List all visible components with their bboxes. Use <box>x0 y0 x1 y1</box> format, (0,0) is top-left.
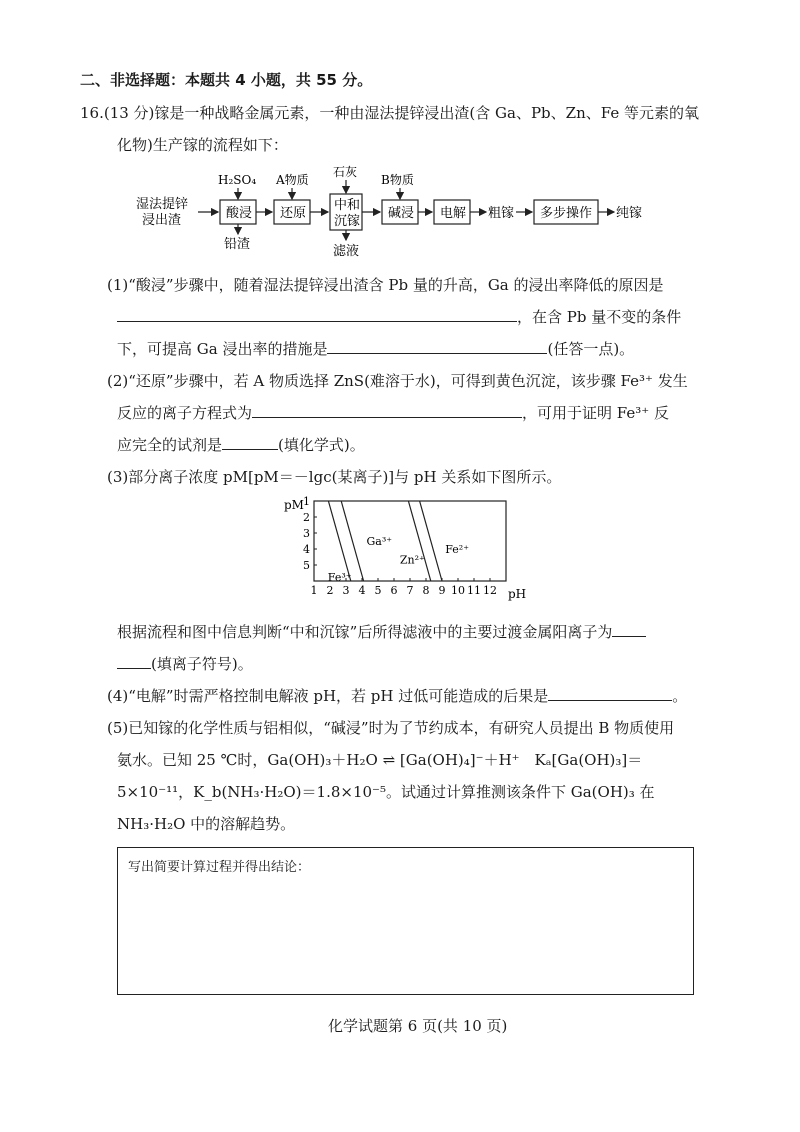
flow-acid-leach: 酸浸 <box>226 206 253 221</box>
q16-p1-line3: 下，可提高 Ga 浸出率的措施是 (任答一点)。 <box>117 340 635 358</box>
flow-a-substance: A物质 <box>276 173 309 187</box>
q16-p2-line2: 反应的离子方程式为 ，可用于证明 Fe³⁺ 反 <box>117 404 669 422</box>
flow-b-substance: B物质 <box>381 173 414 187</box>
y-tick-label: 2 <box>303 511 310 524</box>
q16-p4-line: (4)“电解”时需严格控制电解液 pH，若 pH 过低可能造成的后果是 。 <box>107 687 688 705</box>
flow-source-line1: 湿法提锌 <box>136 197 189 212</box>
q16-p2-line3: 应完全的试剂是 (填化学式)。 <box>117 436 365 454</box>
q16-p2-line1: (2)“还原”步骤中，若 A 物质选择 ZnS(难溶于水)，可得到黄色沉淀，该步骤 Fe³⁺ 发生 <box>107 372 688 390</box>
x-tick-label: 11 <box>467 584 481 597</box>
x-tick-label: 7 <box>406 584 414 597</box>
process-flow-diagram <box>130 160 690 260</box>
answer-blank-1b[interactable] <box>327 339 547 354</box>
x-tick-label: 2 <box>326 584 334 597</box>
flow-multi-step: 多步操作 <box>540 206 593 221</box>
pm-ph-chart <box>280 495 540 610</box>
q16-p5-line3: 5×10⁻¹¹，K_b(NH₃·H₂O)＝1.8×10⁻⁵。试通过计算推测该条件下 Ga(OH)₃ 在 <box>117 783 655 801</box>
series-label: Fe³⁺ <box>327 571 352 584</box>
x-tick-label: 1 <box>310 584 318 597</box>
answer-blank-2a[interactable] <box>252 403 522 418</box>
x-tick-label: 5 <box>374 584 382 597</box>
flow-pure-ga: 纯镓 <box>616 206 643 221</box>
x-tick-label: 10 <box>451 584 465 597</box>
series-label: Zn²⁺ <box>399 553 425 567</box>
answer-box-prompt: 写出简要计算过程并得出结论： <box>128 860 311 875</box>
answer-blank-4[interactable] <box>548 686 672 701</box>
flow-neutral-line2: 沉镓 <box>334 214 361 229</box>
q16-p5-line1: (5)已知镓的化学性质与铝相似，“碱浸”时为了节约成本，有研究人员提出 B 物质使用 <box>107 719 675 737</box>
answer-box[interactable] <box>117 847 694 995</box>
q16-intro-line1: 16.(13 分)镓是一种战略金属元素，一种由湿法提锌浸出渣(含 Ga、Pb、Zn、Fe 等元素的氧 <box>80 104 699 122</box>
flow-crude-ga: 粗镓 <box>488 206 515 221</box>
y-tick-label: 1 <box>303 495 310 508</box>
q16-p3-after-line1: 根据流程和图中信息判断“中和沉镓”后所得滤液中的主要过渡金属阳离子为 <box>117 622 646 642</box>
flow-alkali-leach: 碱浸 <box>388 206 415 221</box>
q16-p5-line2: 氨水。已知 25 ℃时，Ga(OH)₃＋H₂O ⇌ [Ga(OH)₄]⁻＋H⁺ Kₐ[Ga(OH)₃]＝ <box>117 751 643 769</box>
series-label: Fe²⁺ <box>445 543 470 556</box>
flow-filtrate: 滤液 <box>333 244 360 259</box>
series-line-Ga³⁺ <box>341 501 363 581</box>
chart-ylabel: pM <box>284 498 304 512</box>
x-tick-label: 9 <box>438 584 446 597</box>
flow-source-line2: 浸出渣 <box>142 213 182 228</box>
answer-blank-3a[interactable] <box>612 622 646 637</box>
q16-p3-after-line2: (填离子符号)。 <box>117 654 253 674</box>
section-header: 二、非选择题：本题共 4 小题，共 55 分。 <box>80 71 373 89</box>
q16-p1-line1: (1)“酸浸”步骤中，随着湿法提锌浸出渣含 Pb 量的升高，Ga 的浸出率降低的原因是 <box>107 276 664 294</box>
flow-h2so4: H₂SO₄ <box>218 173 257 187</box>
flow-reduce: 还原 <box>280 206 307 221</box>
series-line-Fe³⁺ <box>328 501 350 581</box>
y-tick-label: 3 <box>303 527 310 540</box>
series-line-Fe²⁺ <box>420 501 442 581</box>
flow-electrolysis: 电解 <box>440 206 467 221</box>
y-tick-label: 5 <box>303 559 310 572</box>
y-tick-label: 4 <box>303 543 310 556</box>
chart-frame <box>314 501 506 581</box>
answer-blank-3b[interactable] <box>117 654 151 669</box>
q16-p3-line1: (3)部分离子浓度 pM[pM＝－lgc(某离子)]与 pH 关系如下图所示。 <box>107 468 562 486</box>
chart-xlabel: pH <box>508 587 527 601</box>
x-tick-label: 12 <box>483 584 497 597</box>
page-footer: 化学试题第 6 页(共 10 页) <box>328 1017 508 1035</box>
flow-lead-residue: 铅渣 <box>224 237 251 252</box>
x-tick-label: 6 <box>390 584 398 597</box>
x-tick-label: 4 <box>358 584 366 597</box>
q16-p5-line4: NH₃·H₂O 中的溶解趋势。 <box>117 815 296 833</box>
q16-p1-line2: ，在含 Pb 量不变的条件 <box>117 307 681 327</box>
series-label: Ga³⁺ <box>366 535 393 548</box>
q16-intro-line2: 化物)生产镓的流程如下： <box>117 136 288 154</box>
answer-blank-2b[interactable] <box>222 435 278 450</box>
answer-blank-1a[interactable] <box>117 307 517 322</box>
x-tick-label: 8 <box>422 584 430 597</box>
flow-lime: 石灰 <box>333 165 358 179</box>
flow-neutral-line1: 中和 <box>334 198 361 213</box>
x-tick-label: 3 <box>342 584 350 597</box>
series-line-Zn²⁺ <box>408 501 430 581</box>
